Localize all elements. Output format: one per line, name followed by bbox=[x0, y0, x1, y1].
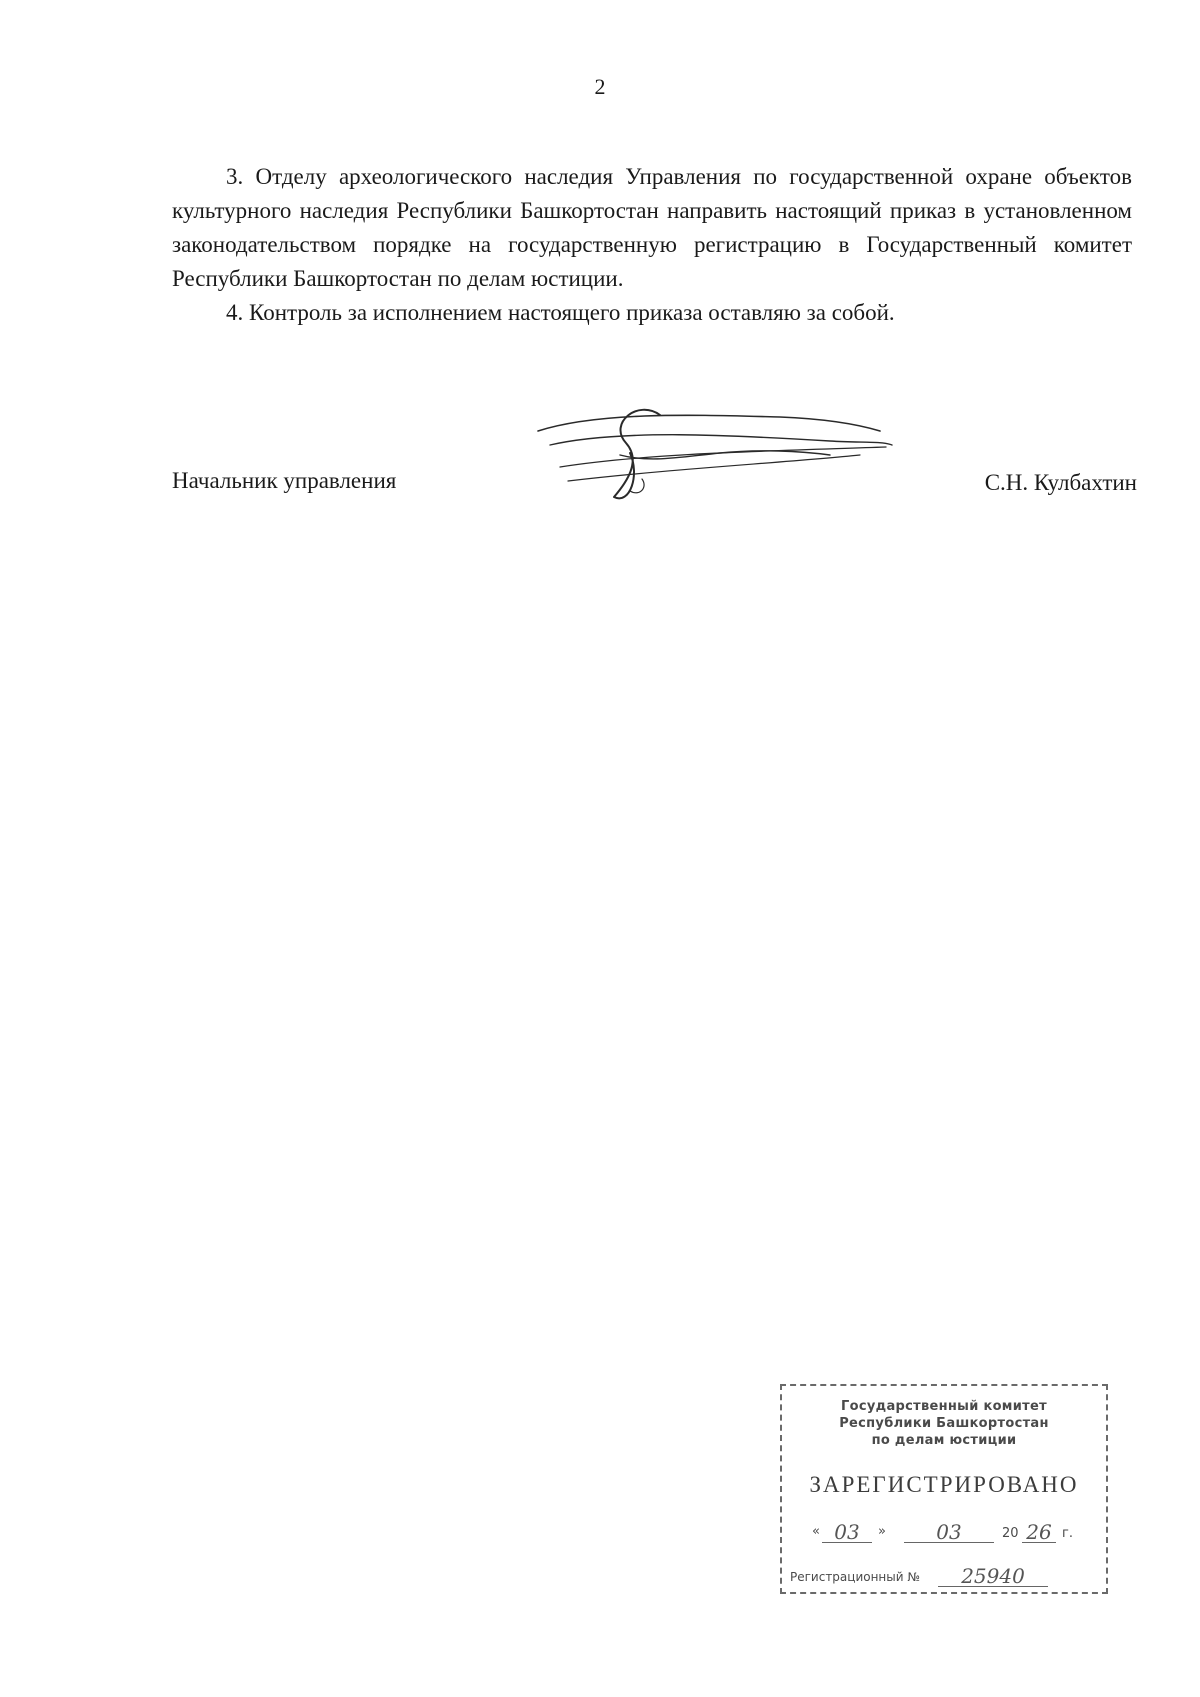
registration-stamp bbox=[780, 1384, 1108, 1594]
paragraph-4: 4. Контроль за исполнением настоящего приказа оставляю за собой. bbox=[226, 300, 895, 325]
stamp-year-suffix: 26 bbox=[1022, 1520, 1056, 1543]
paragraph-3: 3. Отделу археологического наследия Управления по государственной охране объектов культурного наследия Республики Башкортостан направить настоящий приказ в установленном законодательством порядке на государственную регистрацию в Государственный комитет Республики Башкортостан по делам юстиции. bbox=[172, 164, 1132, 291]
stamp-quote-open: « bbox=[812, 1524, 820, 1539]
stamp-date bbox=[812, 1520, 1092, 1546]
stamp-day: 03 bbox=[822, 1520, 872, 1543]
stamp-title: ЗАРЕГИСТРИРОВАНО bbox=[809, 1472, 1079, 1497]
stamp-year-unit: г. bbox=[1062, 1526, 1073, 1541]
stamp-reg-number: 25940 bbox=[938, 1564, 1048, 1587]
stamp-month: 03 bbox=[904, 1520, 994, 1543]
stamp-quote-close: » bbox=[878, 1524, 886, 1539]
document-body bbox=[172, 160, 1132, 330]
stamp-registration bbox=[790, 1564, 1090, 1588]
signer-position: Начальник управления bbox=[172, 468, 397, 493]
signer-name: С.Н. Кулбахтин bbox=[984, 470, 1137, 495]
stamp-org-line-2: Республики Башкортостан bbox=[839, 1416, 1049, 1431]
stamp-reg-label: Регистрационный № bbox=[790, 1570, 920, 1584]
stamp-year-prefix: 20 bbox=[1002, 1526, 1019, 1541]
stamp-org-line-3: по делам юстиции bbox=[871, 1433, 1017, 1448]
handwritten-signature bbox=[530, 395, 910, 525]
page-number: 2 bbox=[594, 74, 606, 99]
stamp-org-line-1: Государственный комитет bbox=[841, 1399, 1047, 1414]
stamp-organization bbox=[782, 1398, 1106, 1449]
